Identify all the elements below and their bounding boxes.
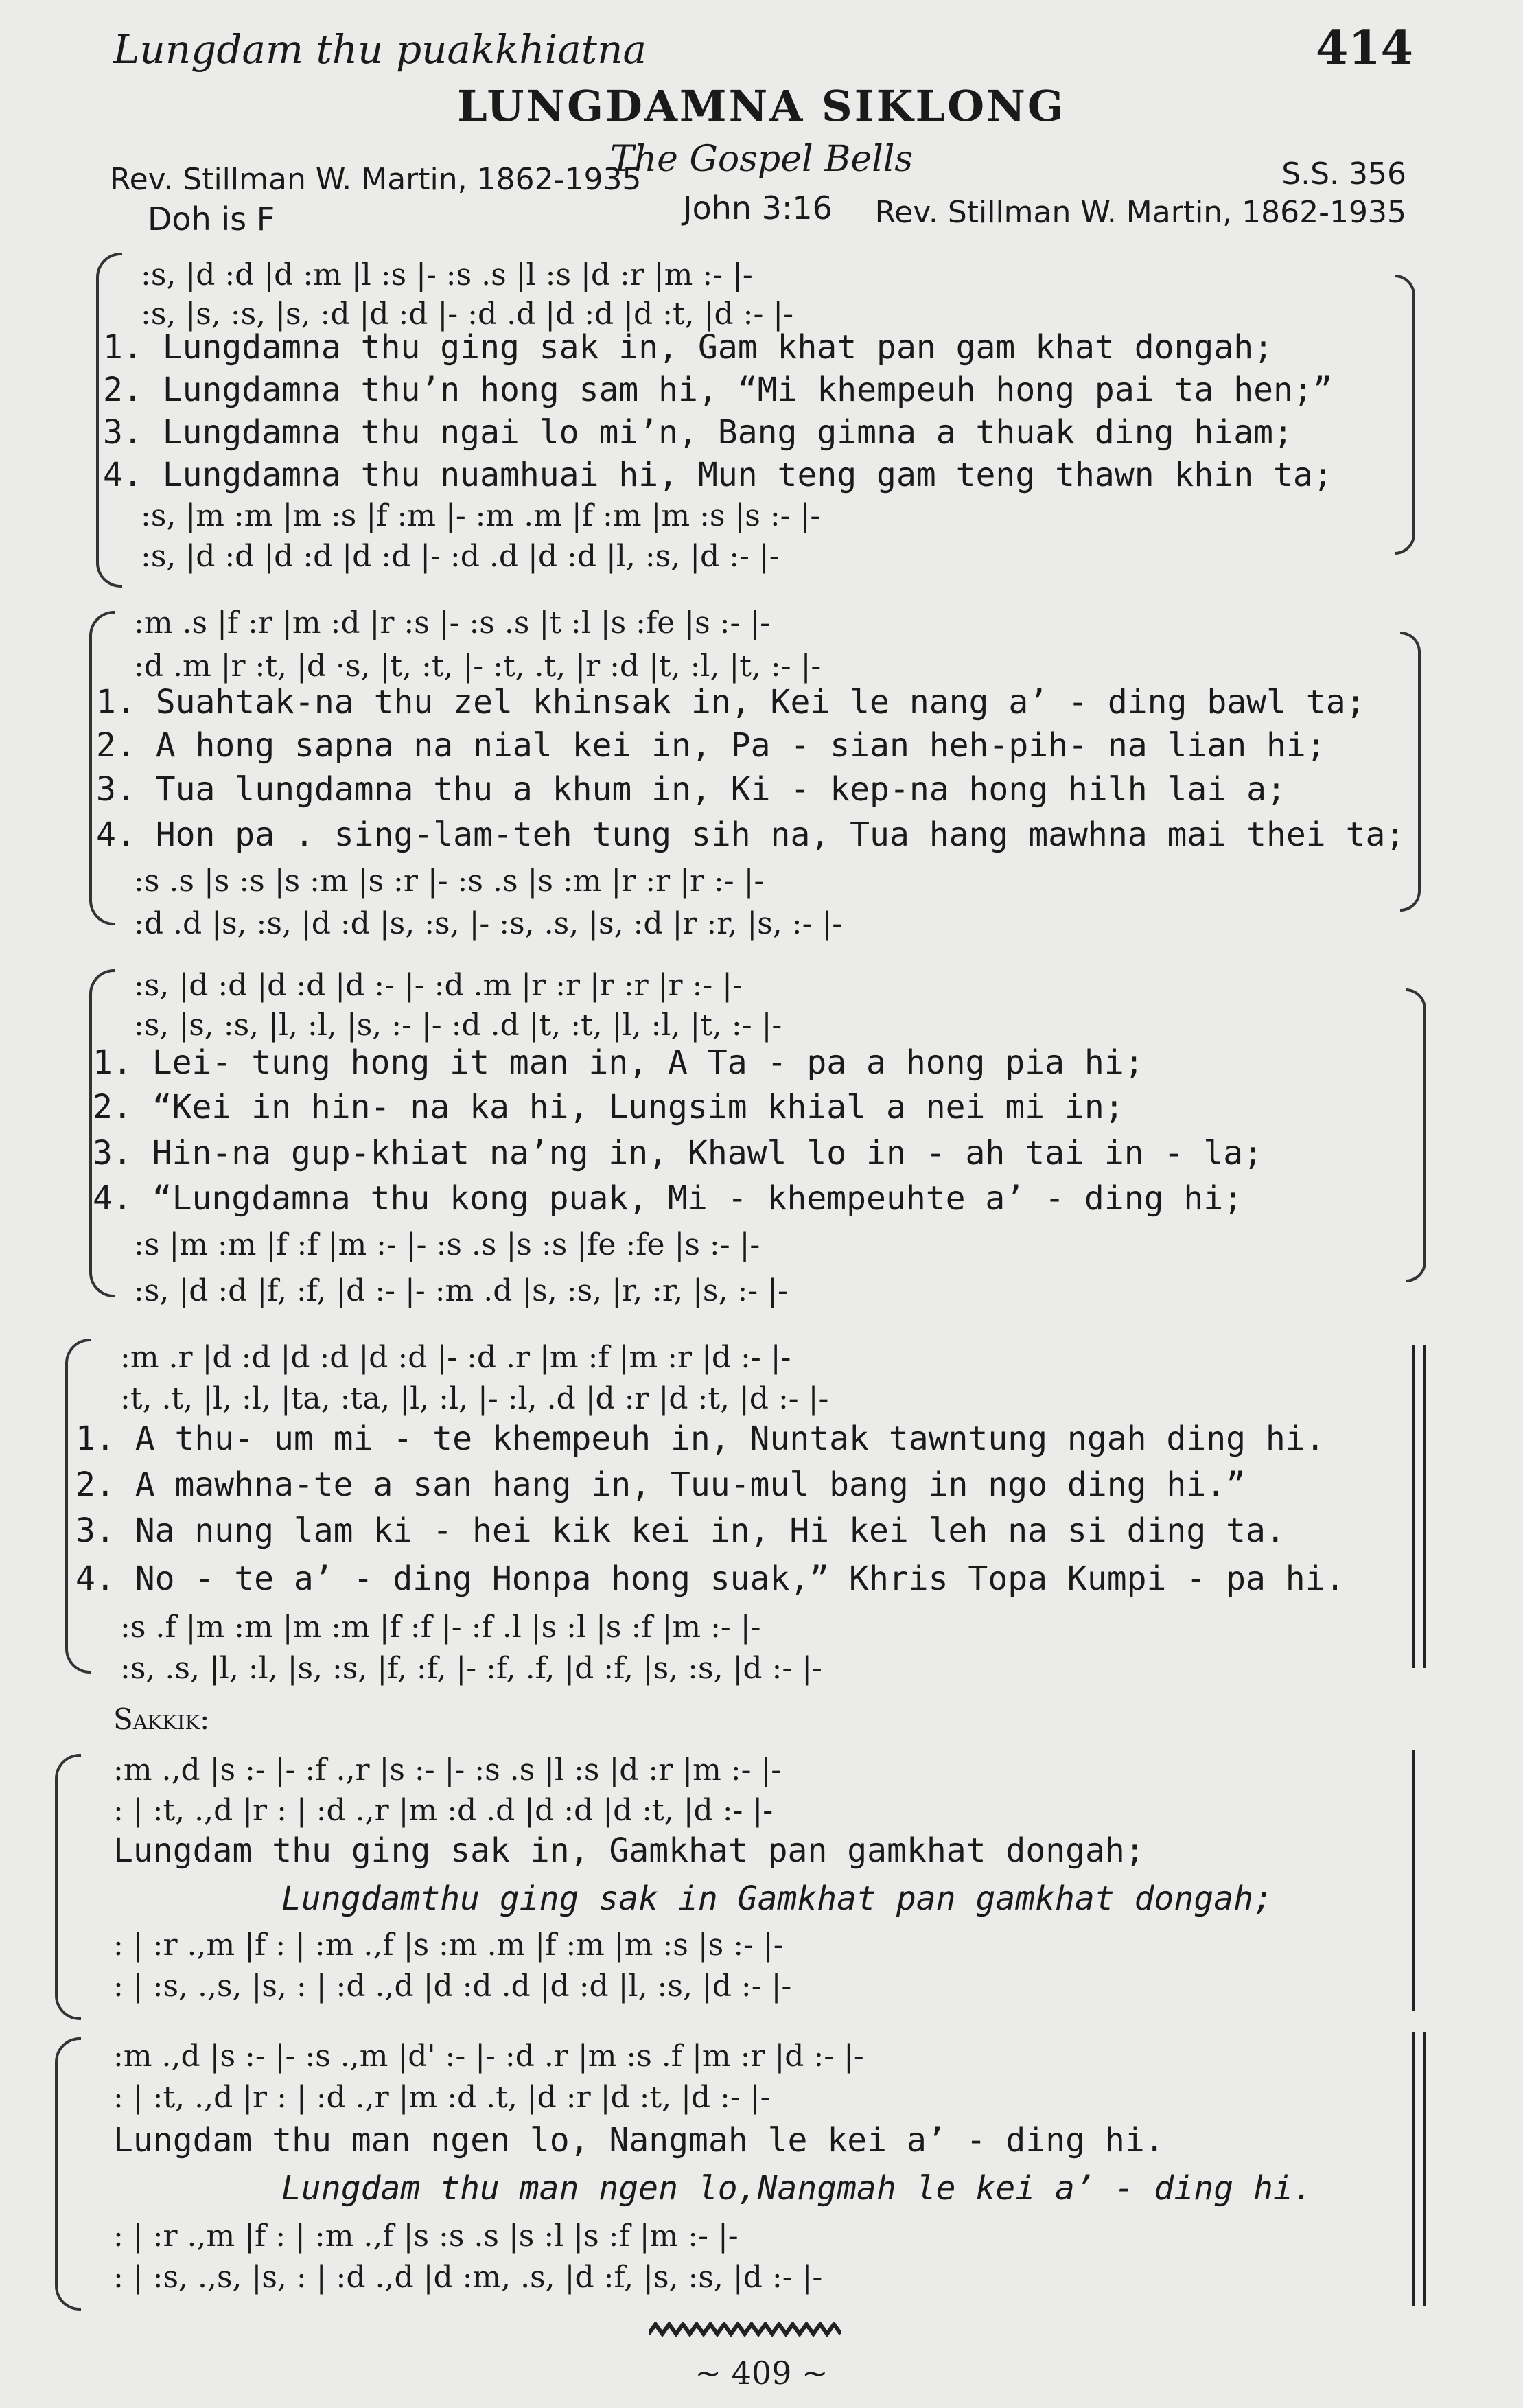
solfa-soprano: :m .,d |s :- |- :s .,m |d' :- |- :d .r |m :s .f |m :r |d :- |- (113, 2039, 864, 2074)
verse-3-line: 3. Hin-na gup-khiat na’ng in, Khawl lo in - ah tai in - la; (93, 1134, 1264, 1172)
solfa-alto: : | :t, .,d |r : | :d .,r |m :d .t, |d :r |d :t, |d :- |- (113, 2080, 771, 2115)
page-number: ~ 409 ~ (695, 2354, 828, 2392)
solfa-bass: :s, |d :d |f, :f, |d :- |- :m .d |s, :s, |r, :r, |s, :- |- (134, 1273, 788, 1308)
solfa-soprano: :s, |d :d |d :d |d :- |- :d .m |r :r |r :r |r :- |- (134, 968, 743, 1003)
verse-1-line: 1. Lungdamna thu ging sak in, Gam khat pan gam khat dongah; (103, 328, 1274, 367)
solfa-alto: :s, |s, :s, |s, :d |d :d |- :d .d |d :d |d :t, |d :- |- (141, 297, 793, 332)
verse-4-line: 4. Hon pa . sing-lam-teh tung sih na, Tua hang mawhna mai thei ta; (96, 815, 1406, 854)
decorative-zigzag (649, 2322, 841, 2337)
lyricist: Rev. Stillman W. Martin, 1862-1935 (110, 162, 642, 197)
hymn-subtitle: The Gospel Bells (609, 139, 914, 180)
verse-3-line: 3. Na nung lam ki - hei kik kei in, Hi kei leh na si ding ta. (75, 1512, 1286, 1550)
solfa-alto: :s, |s, :s, |l, :l, |s, :- |- :d .d |t, :t, |l, :l, |t, :- |- (134, 1008, 782, 1043)
solfa-soprano: :m .,d |s :- |- :f .,r |s :- |- :s .s |l :s |d :r |m :- |- (113, 1752, 782, 1787)
verse-1-line: 1. A thu- um mi - te khempeuh in, Nuntak tawntung ngah ding hi. (75, 1420, 1325, 1458)
key-signature: Doh is F (148, 200, 275, 238)
right-brace (1395, 275, 1415, 555)
solfa-tenor: :s .f |m :m |m :m |f :f |- :f .l |s :l |s :f |m :- |- (120, 1610, 761, 1645)
left-brace (89, 611, 115, 925)
verse-4-line: 4. No - te a’ - ding Honpa hong suak,” Khris Topa Kumpi - pa hi. (75, 1560, 1345, 1598)
solfa-bass: :s, .s, |l, :l, |s, :s, |f, :f, |- :f, .f, |d :f, |s, :s, |d :- |- (120, 1651, 822, 1686)
chorus-lyric-upper: Lungdam thu man ngen lo, Nangmah le kei a’ - ding hi. (113, 2121, 1165, 2160)
barline (1423, 2032, 1426, 2306)
scripture-reference: John 3:16 (683, 189, 833, 227)
solfa-soprano: :s, |d :d |d :m |l :s |- :s .s |l :s |d :r |m :- |- (141, 257, 753, 292)
page-header-left: Lungdam thu puakkhiatna (113, 26, 647, 73)
right-brace (1406, 988, 1426, 1282)
barline (1412, 2032, 1415, 2306)
left-brace (55, 2037, 81, 2311)
solfa-tenor: :s .s |s :s |s :m |s :r |- :s .s |s :m |r :r |r :- |- (134, 864, 765, 899)
verse-4-line: 4. Lungdamna thu nuamhuai hi, Mun teng gam teng thawn khin ta; (103, 456, 1333, 494)
verse-3-line: 3. Lungdamna thu ngai lo mi’n, Bang gimna a thuak ding hiam; (103, 413, 1293, 452)
verse-1-line: 1. Lei- tung hong it man in, A Ta - pa a hong pia hi; (93, 1043, 1144, 1082)
verse-2-line: 2. “Kei in hin- na ka hi, Lungsim khial a nei mi in; (93, 1088, 1124, 1126)
solfa-alto: : | :t, .,d |r : | :d .,r |m :d .d |d :d |d :t, |d :- |- (113, 1793, 774, 1828)
solfa-tenor: :s |m :m |f :f |m :- |- :s .s |s :s |fe :fe |s :- |- (134, 1227, 760, 1262)
chorus-label: Sakkik: (113, 1702, 210, 1736)
solfa-alto: :t, .t, |l, :l, |ta, :ta, |l, :l, |- :l, .d |d :r |d :t, |d :- |- (120, 1381, 829, 1416)
left-brace (65, 1339, 91, 1674)
chorus-lyric-lower: Lungdam thu man ngen lo,Nangmah le kei a’ - ding hi. (281, 2169, 1313, 2208)
chorus-lyric-upper: Lungdam thu ging sak in, Gamkhat pan gamkhat dongah; (113, 1831, 1145, 1870)
verse-2-line: 2. Lungdamna thu’n hong sam hi, “Mi khempeuh hong pai ta hen;” (103, 371, 1333, 409)
verse-3-line: 3. Tua lungdamna thu a khum in, Ki - kep-na hong hilh lai a; (96, 770, 1286, 809)
left-brace (89, 969, 115, 1297)
solfa-bass: :s, |d :d |d :d |d :d |- :d .d |d :d |l, :s, |d :- |- (141, 539, 780, 574)
right-brace (1400, 632, 1421, 912)
barline (1423, 1345, 1426, 1668)
solfa-tenor: : | :r .,m |f : | :m .,f |s :s .s |s :l |s :f |m :- |- (113, 2219, 739, 2254)
barline (1412, 1750, 1415, 2011)
verse-4-line: 4. “Lungdamna thu kong puak, Mi - khempeuhte a’ - ding hi; (93, 1179, 1244, 1218)
solfa-alto: :d .m |r :t, |d ·s, |t, :t, |- :t, .t, |r :d |t, :l, |t, :- |- (134, 649, 822, 684)
left-brace (55, 1754, 81, 2020)
solfa-bass: :d .d |s, :s, |d :d |s, :s, |- :s, .s, |s, :d |r :r, |s, :- |- (134, 906, 843, 941)
solfa-bass: : | :s, .,s, |s, : | :d .,d |d :m, .s, |d :f, |s, :s, |d :- |- (113, 2260, 823, 2295)
chorus-lyric-lower: Lungdamthu ging sak in Gamkhat pan gamkhat dongah; (281, 1879, 1273, 1918)
composer: Rev. Stillman W. Martin, 1862-1935 (874, 195, 1406, 230)
verse-2-line: 2. A mawhna-te a san hang in, Tuu-mul bang in ngo ding hi.” (75, 1466, 1246, 1504)
hymn-title: LUNGDAMNA SIKLONG (457, 81, 1066, 131)
solfa-tenor: : | :r .,m |f : | :m .,f |s :m .m |f :m |m :s |s :- |- (113, 1927, 784, 1963)
song-reference: S.S. 356 (1281, 157, 1406, 192)
solfa-soprano: :m .r |d :d |d :d |d :d |- :d .r |m :f |m :r |d :- |- (120, 1340, 791, 1375)
solfa-soprano: :m .s |f :r |m :d |r :s |- :s .s |t :l |s :fe |s :- |- (134, 605, 771, 640)
solfa-bass: : | :s, .,s, |s, : | :d .,d |d :d .d |d :d |l, :s, |d :- |- (113, 1969, 792, 2004)
verse-2-line: 2. A hong sapna na nial kei in, Pa - sian heh-pih- na lian hi; (96, 726, 1326, 765)
verse-1-line: 1. Suahtak-na thu zel khinsak in, Kei le nang a’ - ding bawl ta; (96, 683, 1366, 721)
barline (1412, 1345, 1415, 1668)
solfa-tenor: :s, |m :m |m :s |f :m |- :m .m |f :m |m :s |s :- |- (141, 498, 821, 533)
hymn-number: 414 (1316, 21, 1413, 76)
